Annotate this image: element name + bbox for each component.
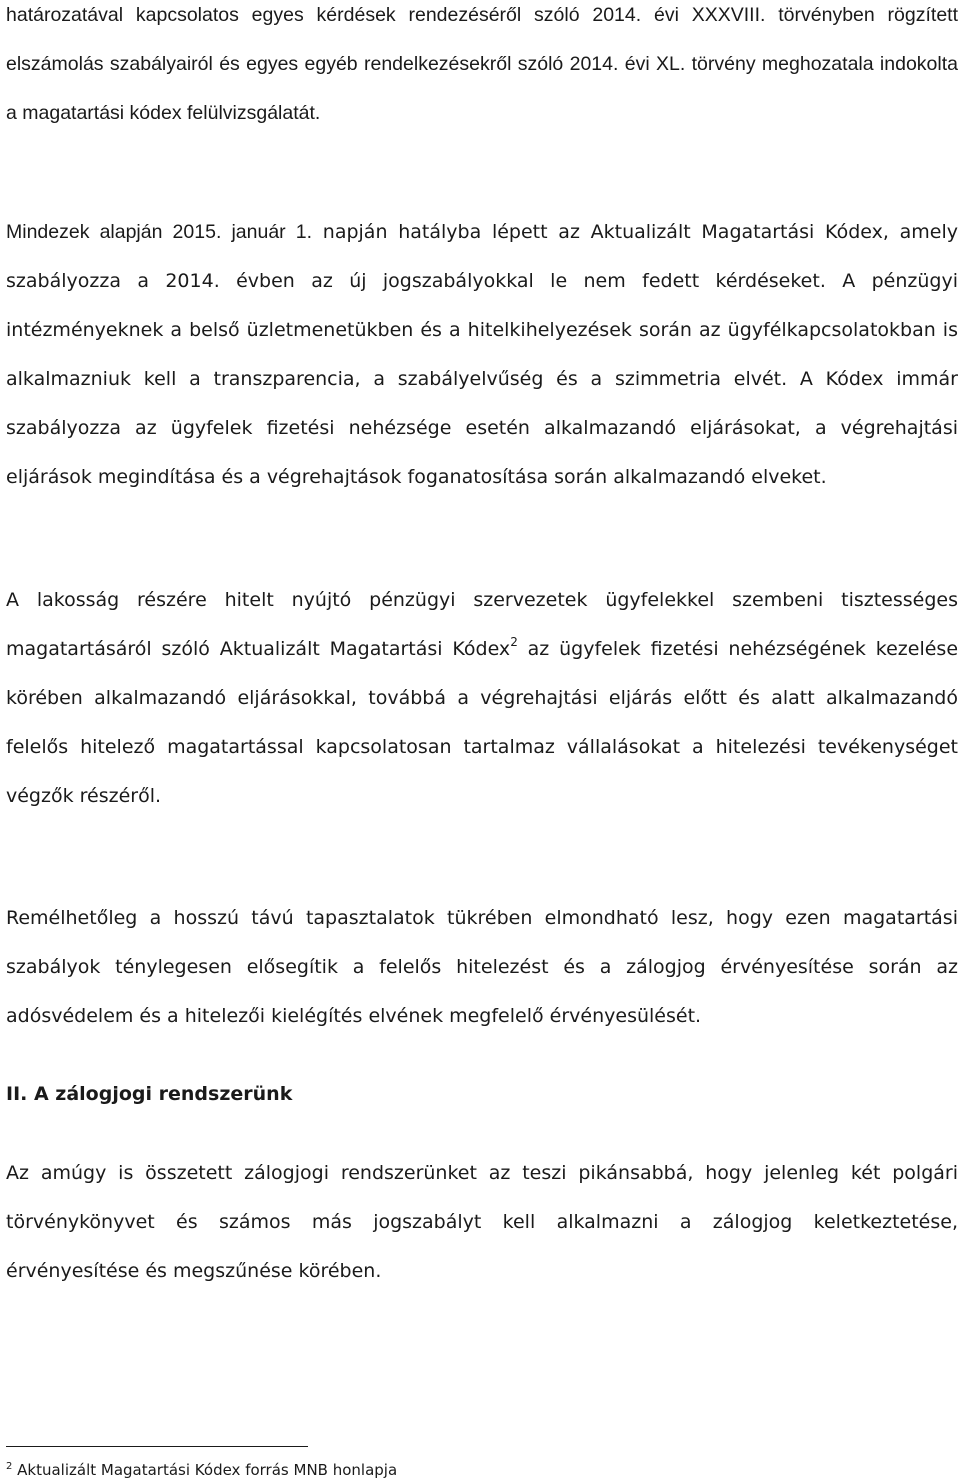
section-heading: II. A zálogjogi rendszerünk [6,1083,293,1105]
footnote-reference[interactable]: 2 [510,635,518,649]
paragraph-code-scope [6,576,958,821]
paragraph-expectation-text: Remélhetőleg a hosszú távú tapasztalatok tükrében elmondható lesz, hogy ezen magatartási szabályok ténylegesen elősegítik a felelős hitelezést és a zálogjog érvényesítése során az adósvédelem és a hitelezői kielégítés elvének megfelelő érvényesülését. [6,907,958,1027]
paragraph-code-effective [6,208,958,502]
paragraph-code-scope-text-end: az ügyfelek fizetési nehézségének kezelése körében alkalmazandó eljárásokkal, továbbá a végrehajtási eljárás előtt és alatt alkalmazandó felelős hitelező magatartással kapcsolatosan tartalmaz vállalásokat a hitelezési tevékenységet végzők részéről. [6,638,959,807]
paragraph-intro [6,0,958,138]
footnote-text: Aktualizált Magatartási Kódex forrás MNB honlapja [12,1461,398,1479]
footnote [6,1460,397,1480]
footnote-number: 2 [6,1461,13,1472]
paragraph-code-effective-lead: Mindezek alapján 2015. január 1. [6,221,313,243]
footnote-separator [6,1446,308,1447]
paragraph-code-scope-text-start: A lakosság részére hitelt nyújtó pénzügyi szervezetek ügyfelekkel szembeni tisztességes magatartásáról szóló Aktualizált Magatartási Kódex [6,589,958,660]
paragraph-expectation [6,894,958,1041]
paragraph-intro-text: határozatával kapcsolatos egyes kérdések rendezéséről szóló 2014. évi XXXVIII. törvényben rögzített elszámolás szabályairól és egyes egyéb rendelkezésekről szóló 2014. évi XL. törvény meghozatala indokolta a magatartási kódex felülvizsgálatát. [6,4,958,124]
paragraph-pledge-system-text: Az amúgy is összetett zálogjogi rendszerünket az teszi pikánsabbá, hogy jelenleg két polgári törvénykönyvet és számos más jogszabályt kell alkalmazni a zálogjog keletkeztetése, érvényesítése és megszűnése körében. [6,1162,958,1282]
paragraph-code-effective-text: napján hatályba lépett az Aktualizált Magatartási Kódex, amely szabályozza a 2014. évben az új jogszabályokkal le nem fedett kérdéseket. A pénzügyi intézményeknek a belső üzletmenetükben és a hitelkihelyezések során az ügyfélkapcsolatokban is alkalmazniuk kell a transzparencia, a szabályelvűség és a szimmetria elvét. A Kódex immár szabályozza az ügyfelek fizetési nehézsége esetén alkalmazandó eljárásokat, a végrehajtási eljárások megindítása és a végrehajtások foganatosítása során alkalmazandó elveket. [6,221,958,488]
paragraph-pledge-system [6,1149,958,1296]
